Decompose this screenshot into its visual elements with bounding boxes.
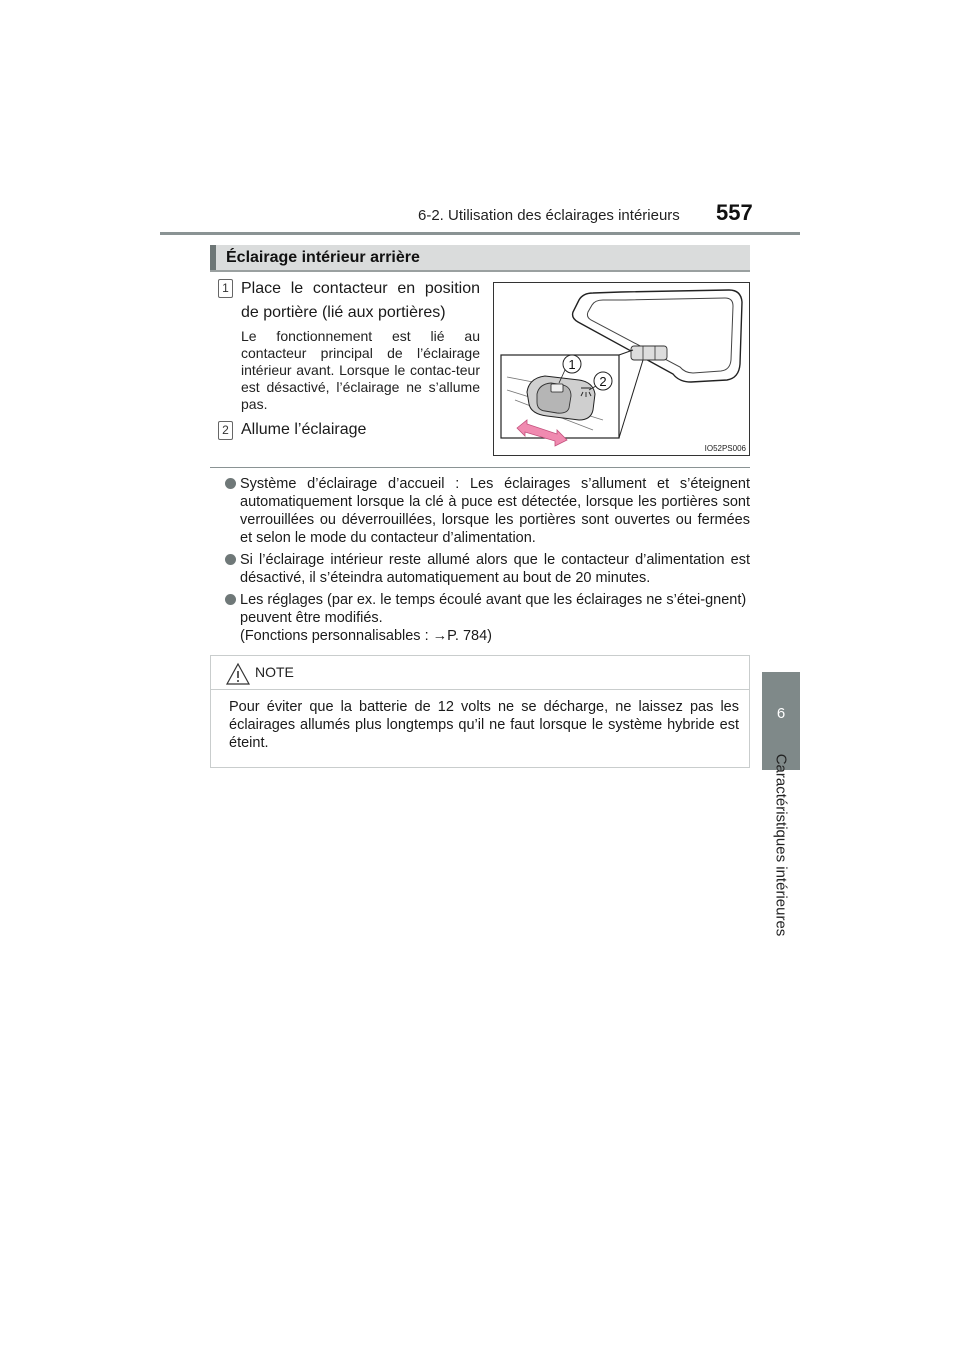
chapter-side-label: Caractéristiques intérieures [772,753,790,937]
bullet-item [225,475,750,547]
figure-code: IO52PS006 [704,444,746,453]
note-label: NOTE [255,664,294,680]
item-number-badge: 1 [218,279,233,298]
chapter-tab-number: 6 [776,705,786,722]
bullet-text: Si l’éclairage intérieur reste allumé alors que le contacteur d’alimentation est désactivé, il s’éteindra automatiquement au bout de 20 minutes. [240,552,750,586]
section-title: Éclairage intérieur arrière [226,249,420,266]
section-divider [210,467,750,468]
bullet-dot [225,478,236,489]
section-header-bar [210,245,216,270]
note-text: Pour éviter que la batterie de 12 volts ne se décharge, ne laissez pas les éclairages allumés plus longtemps qu’il ne faut lorsque le système hybride est éteint. [229,699,739,751]
rear-lamp-illustration [493,282,750,456]
bullet-dot [225,554,236,565]
section-header [210,245,750,272]
item-title: Place le contacteur en position de portière (lié aux portières) [241,280,480,321]
bullet-item [225,591,750,645]
note-divider [211,689,749,690]
bullet-text: Les réglages (par ex. le temps écoulé avant que les éclairages ne s’étei-gnent) peuvent être modifiés. (Fonctions personnalisables : →P. 784) [240,592,747,644]
item-number-badge: 2 [218,421,233,440]
page-number: 557 [716,200,753,225]
chapter-title: 6-2. Utilisation des éclairages intérieurs [418,207,680,224]
bullet-text: Système d’éclairage d’accueil : Les éclairages s’allument et s’éteignent automatiquement lorsque la clé à puce est détectée, lorsque les portières sont verrouillées ou déverrouillées, lorsque les portières sont ouvertes ou fermées et selon le mode du contacteur d’alimentation. [240,476,750,546]
note-box [210,655,750,768]
figure-callout-2: 2 [599,374,607,389]
item-description: Le fonctionnement est lié au contacteur principal de l’éclairage intérieur avant. Lorsque le contac-teur est désactivé, l’éclairage ne s’allume pas. [241,328,480,412]
bullet-item [225,551,750,587]
bullet-dot [225,594,236,605]
rear-lamp-drawing [493,282,750,456]
figure-callout-1: 1 [568,357,576,372]
warning-icon [225,662,251,686]
header-divider [160,232,800,235]
item-title: Allume l’éclairage [241,421,367,438]
